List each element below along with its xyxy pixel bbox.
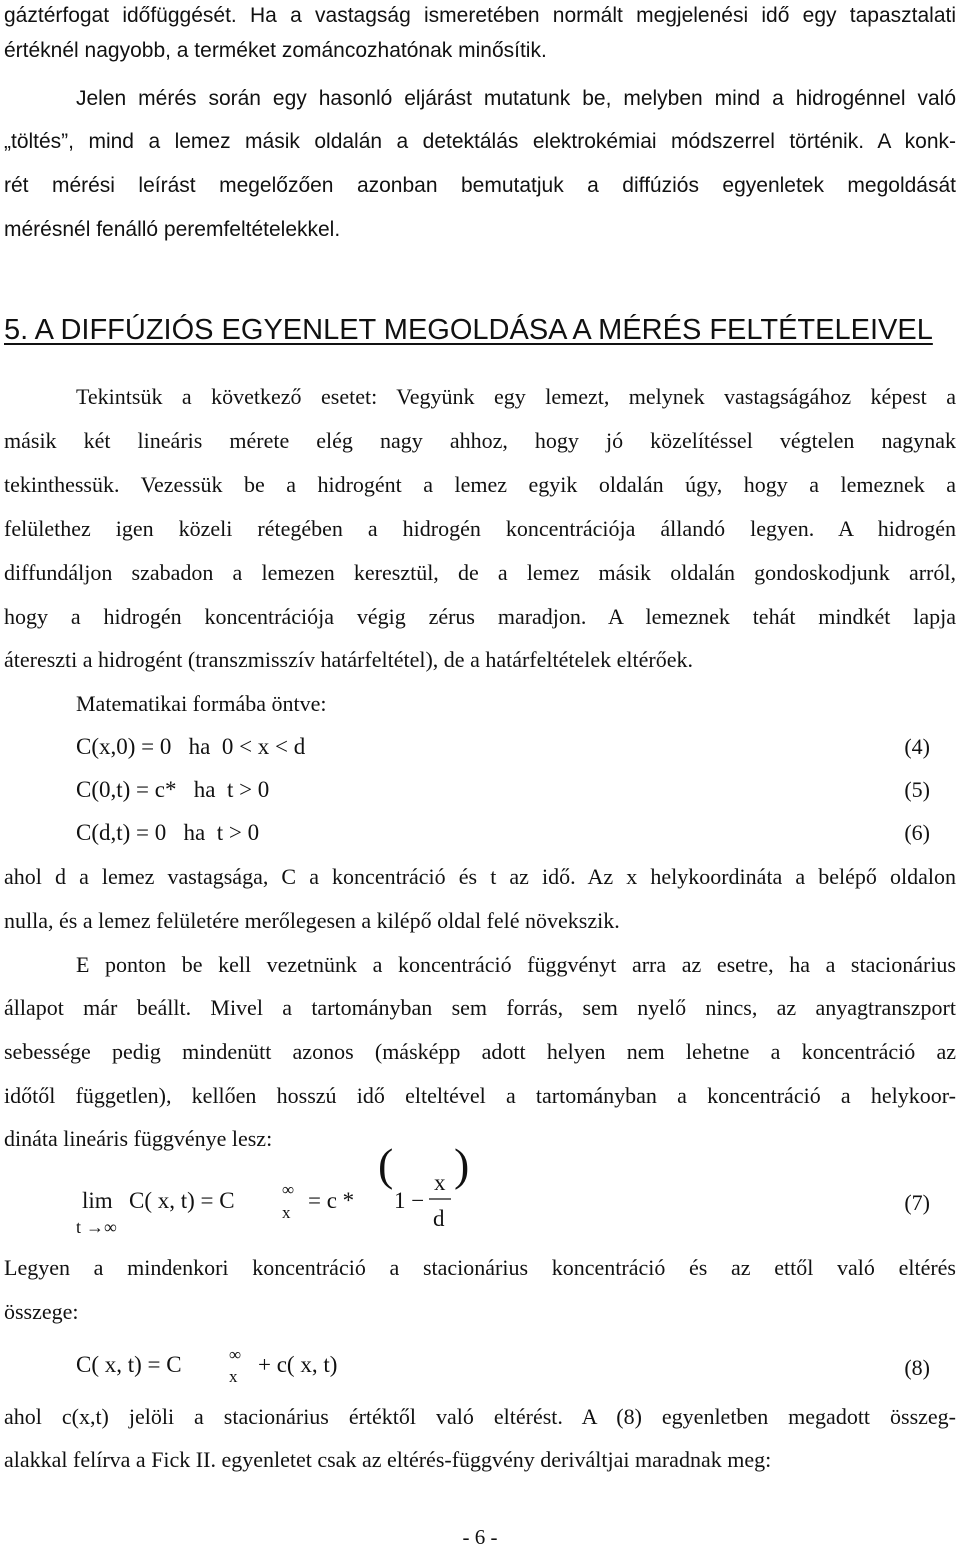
eq7-one-minus: 1 − (394, 1188, 425, 1213)
intro-line: értéknél nagyobb, a terméket zománcozhatónak minősítik. (4, 39, 547, 62)
body-line: Matematikai formába öntve: (76, 691, 327, 716)
equation-5: C(0,t) = c* ha t > 0 (76, 777, 270, 802)
body-line: időtől független), kellően hosszú idő elteltével a tartományban a koncentráció a helykoor- (4, 1083, 956, 1108)
limit-infinity: ∞ (104, 1217, 117, 1237)
body-line: hogy a hidrogén koncentrációja végig zérus maradjon. A lemeznek tehát mindkét lapja (4, 604, 956, 629)
equation-number: (6) (904, 820, 930, 845)
eq8-rhs: + c( x, t) (258, 1352, 338, 1377)
eq7-subscript: x (282, 1203, 291, 1222)
eq7-superscript: ∞ (282, 1180, 295, 1199)
equation-number: (7) (904, 1190, 930, 1215)
intro-line: „töltés”, mind a lemez másik oldalán a detektálás elektrokémiai módszerrel történik. A konk- (4, 130, 956, 153)
equation-4: C(x,0) = 0 ha 0 < x < d (76, 734, 306, 759)
body-line: átereszti a hidrogént (transzmisszív határfeltétel), de a határfeltételek eltérőek. (4, 647, 693, 672)
intro-line: mérésnél fenálló peremfeltételekkel. (4, 218, 341, 241)
limit-arrow: → (86, 1217, 104, 1237)
body-line: diffundáljon szabadon a lemezen keresztül, de a lemez másik oldalán gondoskodjunk arról, (4, 560, 956, 585)
eq8-lhs: C( x, t) = C (76, 1352, 182, 1377)
body-line: Legyen a mindenkori koncentráció a stacionárius koncentráció és az ettől való eltérés (4, 1255, 956, 1280)
equation-number: (4) (904, 734, 930, 759)
body-line: nulla, és a lemez felületére merőlegesen a kilépő oldal felé növekszik. (4, 908, 620, 933)
intro-line: rét mérési leírást megelőzően azonban bemutatjuk a diffúziós egyenletek megoldását (4, 174, 956, 197)
body-line: felülethez igen közeli rétegében a hidrogén koncentrációja állandó legyen. A hidrogén (4, 516, 956, 541)
equation-6: C(d,t) = 0 ha t > 0 (76, 820, 260, 845)
fraction-numerator: x (434, 1170, 446, 1195)
section-heading: 5. A DIFFÚZIÓS EGYENLET MEGOLDÁSA A MÉRÉS FELTÉTELEIVEL (4, 314, 933, 346)
equation-7 (76, 1139, 496, 1240)
body-line: ahol d a lemez vastagsága, C a koncentráció és t az idő. Az x helykoordináta a belépő oldalon (4, 864, 956, 889)
eq7-middle: = c * (308, 1188, 355, 1213)
eq7-lhs: C( x, t) = C (129, 1188, 235, 1213)
body-line: ahol c(x,t) jelöli a stacionárius értéktől való eltérést. A (8) egyenletben megadott összeg- (4, 1404, 956, 1429)
body-line: másik két lineáris mérete elég nagy ahhoz, hogy jó közelítéssel végtelen nagynak (4, 428, 956, 453)
page-number: - 6 - (462, 1525, 498, 1549)
right-paren: ) (454, 1139, 470, 1190)
body-line: sebessége pedig mindenütt azonos (másképp adott helyen nem lehetne a koncentráció az (4, 1039, 956, 1064)
limit-variable: t (76, 1217, 82, 1237)
body-line: állapot már beállt. Mivel a tartományban sem forrás, sem nyelő nincs, az anyagtranszport (4, 995, 956, 1020)
body-line: tekinthessük. Vezessük be a hidrogént a lemez egyik oldalán úgy, hogy a lemeznek a (4, 472, 956, 497)
body-line: Tekintsük a következő esetet: Vegyünk egy lemezt, melynek vastagságához képest a (76, 384, 956, 409)
equation-number: (5) (904, 777, 930, 802)
left-paren: ( (378, 1139, 394, 1190)
equation-8 (76, 1340, 396, 1390)
body-line: alakkal felírva a Fick II. egyenletet csak az eltérés-függvény deriváltjai maradnak meg: (4, 1447, 772, 1472)
eq8-superscript: ∞ (229, 1345, 242, 1364)
fraction-denominator: d (433, 1206, 445, 1231)
body-line: összege: (4, 1299, 79, 1324)
intro-line: gáztérfogat időfüggését. Ha a vastagság ismeretében normált megjelenési idő egy tapasztalati (4, 4, 956, 27)
eq8-subscript: x (229, 1367, 238, 1386)
limit-operator: lim (82, 1188, 113, 1213)
body-line: dináta lineáris függvénye lesz: (4, 1126, 273, 1151)
body-line: E ponton be kell vezetnünk a koncentráció függvényt arra az esetre, ha a stacionárius (76, 952, 956, 977)
intro-line: Jelen mérés során egy hasonló eljárást mutatunk be, melyben mind a hidrogénnel való (76, 87, 956, 110)
equation-number: (8) (904, 1355, 930, 1380)
